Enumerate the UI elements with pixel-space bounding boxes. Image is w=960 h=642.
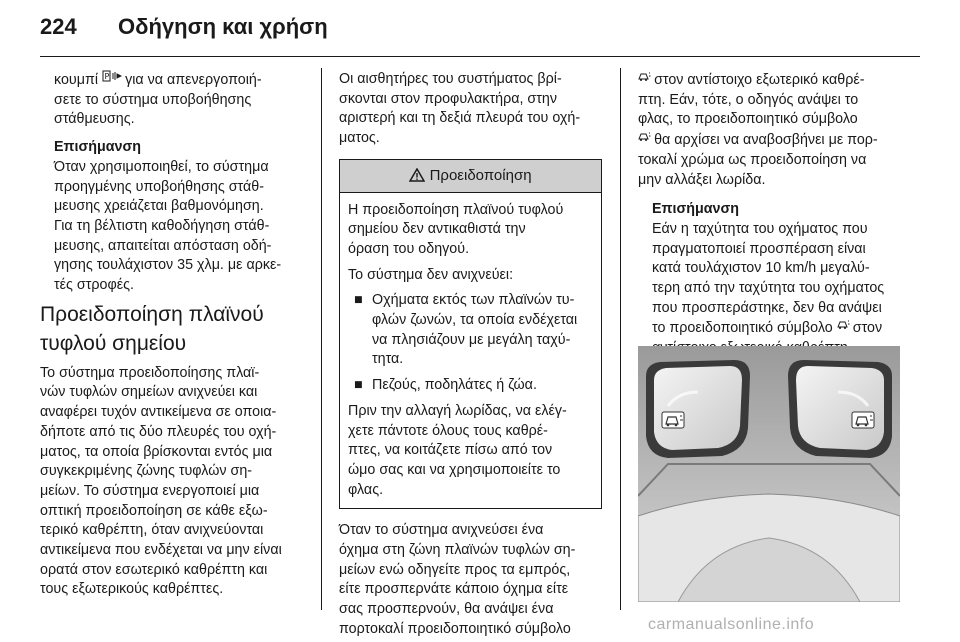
warning-triangle-icon <box>409 167 429 184</box>
body-line: αναφέρει τυχόν αντικείμενα σε οποια- <box>40 404 277 421</box>
blind-spot-warning-icon <box>638 133 654 145</box>
body-line: ματος, τα οποία βρίσκονται εντός μια <box>40 443 273 460</box>
warning-body <box>340 193 601 509</box>
body-line: τοκαλί χρώμα ως προειδοποίηση να <box>638 151 867 168</box>
note-line: τές στροφές. <box>54 277 134 294</box>
right-mirror <box>788 360 892 458</box>
sensor-location-text <box>339 70 602 149</box>
body-line: ματος. <box>339 130 380 147</box>
warning-line: φλας. <box>348 481 384 498</box>
note-title: Επισήμανση <box>652 201 739 218</box>
watermark: carmanualsonline.info <box>648 616 815 633</box>
body-line: σκονται στον προφυλακτήρα, στην <box>339 90 557 107</box>
body-line: πορτοκαλί προειδοποιητικό σύμβολο <box>339 620 571 637</box>
chapter-title: Οδήγηση και χρήση <box>118 14 328 39</box>
warning-line: πτες, να κοιτάζετε πίσω από τον <box>348 442 553 459</box>
indicator-text <box>638 70 908 190</box>
note-line: το προειδοποιητικό σύμβολο <box>652 320 833 337</box>
body-line: ορατά στον εσωτερικό καθρέπτη και <box>40 561 268 578</box>
bullet-line: να πλησιάζουν με μεγάλη ταχύ- <box>372 331 571 348</box>
bullet-line: τητα. <box>372 351 404 368</box>
intro-line: για να απενεργοποιή- <box>125 72 262 88</box>
column-1 <box>40 70 303 600</box>
warning-paragraph: Το σύστημα δεν ανιχνεύει: <box>348 266 514 283</box>
intro-line: στάθμευσης. <box>54 111 135 128</box>
body-line: τερικό καθρέπτη, όταν ανιχνεύονται <box>40 522 264 539</box>
warning-title: Προειδοποίηση <box>429 166 532 184</box>
note-line: γησης τουλάχιστον 35 χλμ. με αρκε- <box>54 257 282 274</box>
note-line: που προσπεράστηκε, δεν θα ανάψει <box>652 299 882 316</box>
bullet-line: Πεζούς, ποδηλάτες ή ζώα. <box>372 377 537 394</box>
blind-spot-warning-icon <box>662 412 684 428</box>
side-mirrors-image <box>638 346 900 602</box>
note-title: Επισήμανση <box>54 139 141 156</box>
body-line: Οι αισθητήρες του συστήματος βρί- <box>339 71 562 87</box>
body-line: πτη. Εάν, τότε, ο οδηγός ανάψει το <box>638 91 859 108</box>
note-line: τερη από την ταχύτητα του οχήματος <box>652 280 885 297</box>
body-line: μείων ενώ οδηγείτε προς τα εμπρός, <box>339 561 571 578</box>
blind-spot-warning-icon <box>638 73 654 85</box>
note-line: Εάν η ταχύτητα του οχήματος που <box>652 220 868 237</box>
parking-assist-intro <box>54 70 303 296</box>
section-heading <box>40 300 303 358</box>
bullet-line: Οχήματα εκτός των πλαϊνών τυ- <box>372 292 575 309</box>
body-line: αριστερή και τη δεξιά πλευρά του οχή- <box>339 110 581 127</box>
column-3 <box>638 70 908 359</box>
parking-assist-icon <box>102 73 125 85</box>
warning-bullet <box>348 376 593 396</box>
body-line: συγκεκριμένης ζώνης τυφλών ση- <box>40 463 253 480</box>
body-line: σας προσπερνούν, θα ανάψει ένα <box>339 601 554 618</box>
note-line: μευσης, απαιτείται απόσταση οδή- <box>54 237 272 254</box>
note-line: κατά τουλάχιστον 10 km/h μεγαλύ- <box>652 260 870 277</box>
warning-paragraph <box>348 201 593 260</box>
warning-header <box>340 160 601 193</box>
column-divider-2 <box>620 68 621 610</box>
body-line: αντικείμενα που ενδέχεται να μην είναι <box>40 542 282 559</box>
warning-bullet <box>348 291 593 370</box>
body-line: όχημα στη ζώνη πλαϊνών τυφλών ση- <box>339 542 576 559</box>
bullet-icon: ■ <box>354 377 363 394</box>
mirror-illustration <box>638 346 900 602</box>
note-line: προηγμένης υποβοήθησης στάθ- <box>54 178 264 195</box>
body-line: οπτική προειδοποίηση σε κάθε εξω- <box>40 502 268 519</box>
warning-line: Πριν την αλλαγή λωρίδας, να ελέγ- <box>348 402 567 419</box>
body-line: Όταν το σύστημα ανιχνεύσει ένα <box>339 522 544 539</box>
column-divider-1 <box>321 68 322 610</box>
blind-spot-warning-icon <box>837 321 853 333</box>
svg-text:P: P <box>104 72 110 81</box>
warning-line: όραση του οδηγού. <box>348 240 470 257</box>
bullet-icon: ■ <box>354 292 363 309</box>
body-line: μην αλλάξει λωρίδα. <box>638 171 766 188</box>
body-line: νών τυφλών σημείων ανιχνεύει και <box>40 384 258 401</box>
note-line: πραγματοποιεί προσπέραση είναι <box>652 240 866 257</box>
note-block <box>652 200 908 359</box>
bullet-line: φλών ζωνών, τα οποία ενδέχεται <box>372 312 578 329</box>
page-number: 224 <box>40 14 77 39</box>
blind-spot-warning-icon <box>852 412 874 428</box>
body-line: τους εξωτερικούς καθρέπτες. <box>40 581 224 598</box>
detection-text <box>339 521 602 639</box>
warning-line: χετε πάντοτε όλους τους καθρέ- <box>348 422 548 439</box>
body-line: μείων. Το σύστημα ενεργοποιεί μια <box>40 482 260 499</box>
body-line: θα αρχίσει να αναβοσβήνει με πορ- <box>654 132 878 149</box>
body-line: δήποτε από τις δύο πλευρές του οχή- <box>40 423 277 440</box>
page-header <box>40 14 328 54</box>
section-body <box>40 364 303 600</box>
left-mirror <box>646 360 750 458</box>
note-line: στον <box>852 320 883 337</box>
note-line: μευσης χρειάζεται βαθμονόμηση. <box>54 198 264 215</box>
column-2 <box>339 70 602 640</box>
heading-line: τυφλού σημείου <box>40 331 187 355</box>
intro-line: σετε το σύστημα υποβοήθησης <box>54 91 252 108</box>
warning-box <box>339 159 602 510</box>
body-line: φλας, το προειδοποιητικό σύμβολο <box>638 111 858 128</box>
body-line: είτε προσπερνάτε κάποιο όχημα είτε <box>339 581 569 598</box>
note-line: Όταν χρησιμοποιηθεί, το σύστημα <box>54 158 269 175</box>
warning-line: σημείου δεν αντικαθιστά την <box>348 221 526 238</box>
warning-line: Η προειδοποίηση πλαϊνού τυφλού <box>348 201 564 218</box>
warning-paragraph <box>348 402 593 501</box>
header-rule <box>40 56 920 57</box>
heading-line: Προειδοποίηση πλαϊνού <box>40 302 264 326</box>
body-line: Το σύστημα προειδοποίησης πλαϊ- <box>40 364 260 381</box>
note-line: Για τη βέλτιστη καθοδήγηση στάθ- <box>54 217 270 234</box>
body-line: στον αντίστοιχο εξωτερικό καθρέ- <box>654 72 865 88</box>
intro-line: κουμπί <box>54 72 99 88</box>
warning-line: ώμο σας και να χρησιμοποιείτε το <box>348 461 561 478</box>
